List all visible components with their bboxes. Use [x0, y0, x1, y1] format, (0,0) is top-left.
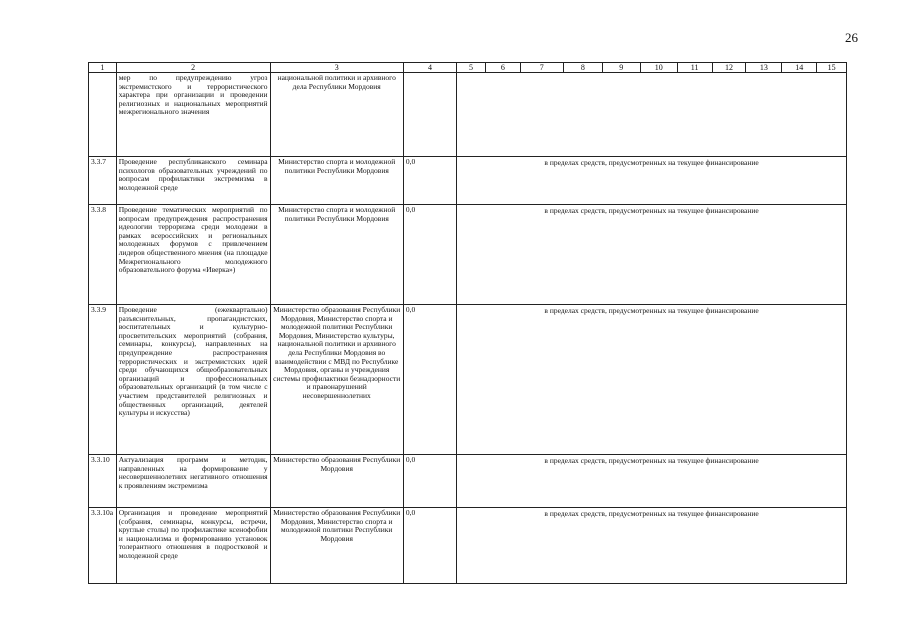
item-number: 3.3.10а	[89, 508, 117, 584]
item-description: мер по предупреждению угроз экстремистского и террористического характера при организации и проведении религиозных и национальных мероприятий межрегионального значения	[116, 73, 270, 157]
header-cell-4: 4	[403, 63, 456, 73]
table-row	[89, 73, 847, 157]
item-executor: Министерство образования Республики Мордовия	[270, 455, 403, 508]
header-cell-12: 12	[712, 63, 746, 73]
item-executor: Министерство образования Республики Мордовия, Министерство спорта и молодежной политики Республики Мордовия	[270, 508, 403, 584]
header-cell-8: 8	[563, 63, 602, 73]
item-amount: 0,0	[403, 455, 456, 508]
header-cell-13: 13	[746, 63, 782, 73]
financing-note-cell	[457, 455, 847, 508]
financing-note: в пределах средств, предусмотренных на текущее финансирование	[544, 158, 759, 167]
header-cell-5: 5	[457, 63, 486, 73]
financing-note: в пределах средств, предусмотренных на текущее финансирование	[544, 306, 759, 315]
financing-note-cell	[457, 205, 847, 305]
item-number: 3.3.7	[89, 157, 117, 205]
item-executor: Министерство спорта и молодежной политики Республики Мордовия	[270, 157, 403, 205]
item-executor: Министерство образования Республики Мордовия, Министерство спорта и молодежной политики Республики Мордовия, Министерство культуры, национальной политики и архивного дела Республики Мордовия во взаимодействии с МВД по Республике Мордовия, органы и учреждения системы профилактики безнадзорности и правонарушений несовершеннолетних	[270, 305, 403, 455]
table-row	[89, 205, 847, 305]
item-description: Проведение (ежеквартально) разъяснительных, пропагандистских, воспитательных и культурно-просветительских мероприятий (собрания, семинары, конкурсы), направленных на предупреждение распространения террористических и экстремистских идей среди обучающихся общеобразовательных организаций и профессиональных образовательных организаций (в том числе с участием представителей религиозных и общественных организаций, деятелей культуры и искусства)	[116, 305, 270, 455]
header-cell-6: 6	[485, 63, 520, 73]
header-cell-11: 11	[677, 63, 712, 73]
financing-note-cell	[457, 73, 847, 157]
item-description: Организация и проведение мероприятий (собрания, семинары, конкурсы, встречи, круглые столы) по профилактике ксенофобии и национализма и формированию установок толерантного отношения в подростковой и молодежной среде	[116, 508, 270, 584]
header-row	[89, 63, 847, 73]
item-amount: 0,0	[403, 508, 456, 584]
table-row	[89, 157, 847, 205]
item-description: Проведение республиканского семинара психологов образовательных учреждений по вопросам профилактики экстремизма в молодежной среде	[116, 157, 270, 205]
item-amount	[403, 73, 456, 157]
item-amount: 0,0	[403, 205, 456, 305]
table-row	[89, 508, 847, 584]
header-cell-3: 3	[270, 63, 403, 73]
item-description: Проведение тематических мероприятий по вопросам предупреждения распространения идеологии терроризма среди молодежи в рамках всероссийских и региональных молодежных форумов с привлечением лидеров общественного мнения (на площадке Межрегионального молодежного образовательного форума «Иверка»)	[116, 205, 270, 305]
table-row	[89, 305, 847, 455]
financing-note: в пределах средств, предусмотренных на текущее финансирование	[544, 509, 759, 518]
item-number: 3.3.10	[89, 455, 117, 508]
financing-note-cell	[457, 508, 847, 584]
financing-note-cell	[457, 157, 847, 205]
item-amount: 0,0	[403, 157, 456, 205]
item-description: Актуализация программ и методик, направленных на формирование у несовершеннолетних негативного отношения к проявлениям экстремизма	[116, 455, 270, 508]
item-number: 3.3.8	[89, 205, 117, 305]
page-number: 26	[845, 30, 858, 45]
financing-note-cell	[457, 305, 847, 455]
item-number	[89, 73, 117, 157]
header-cell-10: 10	[640, 63, 677, 73]
header-cell-14: 14	[782, 63, 817, 73]
financing-note: в пределах средств, предусмотренных на текущее финансирование	[544, 206, 759, 215]
table-row	[89, 455, 847, 508]
item-number: 3.3.9	[89, 305, 117, 455]
header-cell-1: 1	[89, 63, 117, 73]
header-cell-7: 7	[520, 63, 563, 73]
program-table	[88, 62, 847, 584]
item-executor: национальной политики и архивного дела Республики Мордовия	[270, 73, 403, 157]
header-cell-15: 15	[817, 63, 847, 73]
item-amount: 0,0	[403, 305, 456, 455]
header-cell-9: 9	[602, 63, 640, 73]
header-cell-2: 2	[116, 63, 270, 73]
financing-note: в пределах средств, предусмотренных на текущее финансирование	[544, 456, 759, 465]
item-executor: Министерство спорта и молодежной политики Республики Мордовия	[270, 205, 403, 305]
